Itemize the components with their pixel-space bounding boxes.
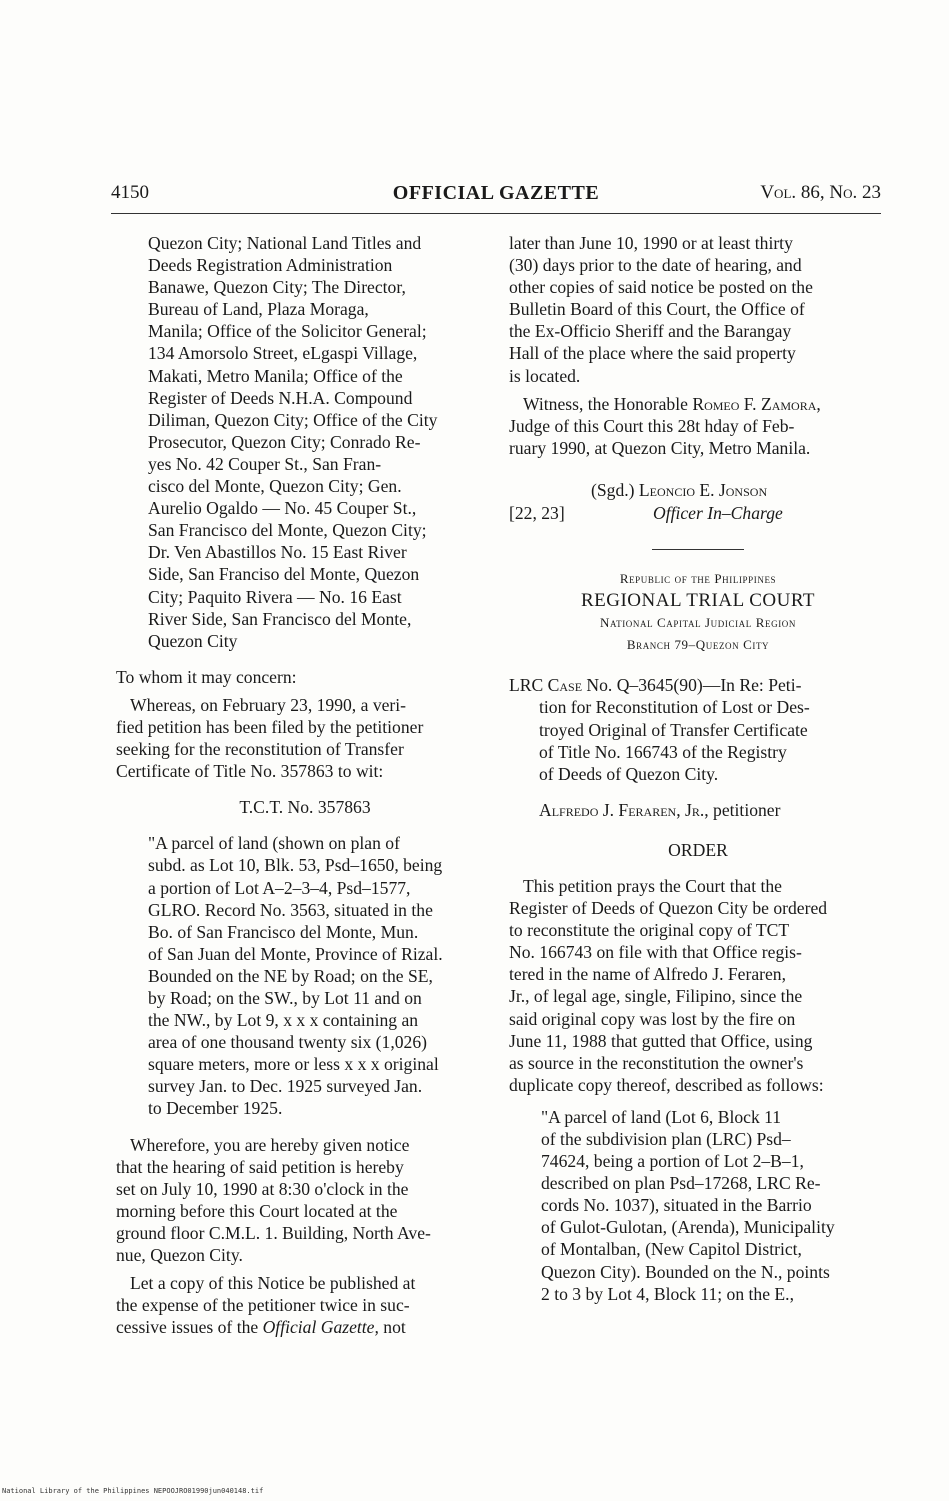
text-line: seeking for the reconstitution of Transfer: [116, 739, 404, 760]
land-description: [116, 832, 494, 1119]
text-line: survey Jan. to Dec. 1925 surveyed Jan.: [148, 1076, 423, 1097]
text-line: San Francisco del Monte, Quezon City;: [148, 520, 427, 541]
text-line: (30) days prior to the date of hearing, and: [509, 255, 802, 276]
text-line: yes No. 42 Couper St., San Fran-: [148, 453, 382, 474]
text-line: Quezon City; National Land Titles and: [148, 233, 422, 253]
page-number: 4150: [111, 182, 149, 203]
left-column: [116, 232, 494, 1338]
text-line: the Ex-Officio Sheriff and the Barangay: [509, 321, 792, 342]
text-span: No. Q–3645(90)—In Re: Peti-: [582, 675, 802, 696]
text-span: cessive issues of the: [116, 1317, 263, 1338]
text-span: not: [378, 1317, 406, 1338]
text-line: ground floor C.M.L. 1. Building, North Ave-: [116, 1222, 431, 1243]
addressee-list: [116, 232, 494, 652]
text-line: 134 Amorsolo Street, eLgaspi Village,: [148, 343, 418, 364]
text-line: duplicate copy thereof, described as follows:: [509, 1074, 824, 1095]
text-line: morning before this Court located at the: [116, 1200, 398, 1221]
order-paragraph: [509, 875, 887, 1096]
page-header: [111, 182, 881, 208]
petitioner-name: Alfredo J. Feraren, Jr.: [539, 799, 705, 820]
text-line: Bureau of Land, Plaza Moraga,: [148, 299, 369, 320]
case-caption: [509, 674, 887, 784]
text-line: Let a copy of this Notice be published at: [130, 1273, 416, 1294]
text-line: Register of Deeds of Quezon City be ordered: [509, 898, 828, 919]
text-line: Register of Deeds N.H.A. Compound: [148, 387, 413, 408]
text-line: Dr. Ven Abastillos No. 15 East River: [148, 542, 407, 563]
text-line: Quezon City). Bounded on the N., points: [541, 1261, 830, 1282]
sgd-mark: (Sgd.): [591, 479, 635, 500]
text-span: Case: [547, 675, 583, 696]
text-line: [509, 393, 887, 415]
text-line: area of one thousand twenty six (1,026): [148, 1032, 427, 1053]
parcel-description: [509, 1106, 887, 1305]
text-line: to reconstitute the original copy of TCT: [509, 920, 790, 941]
court-heading: [509, 568, 887, 656]
text-line: "A parcel of land (Lot 6, Block 11: [541, 1106, 782, 1127]
text-line: Bulletin Board of this Court, the Office of: [509, 299, 805, 320]
gazette-name: Official Gazette,: [262, 1317, 379, 1338]
signature-block: [509, 479, 887, 527]
text-line: Bounded on the NE by Road; on the SE,: [148, 965, 433, 986]
text-line: is located.: [509, 365, 581, 386]
text-line: 74624, being a portion of Lot 2–B–1,: [541, 1151, 804, 1172]
text-line: Makati, Metro Manila; Office of the: [148, 365, 403, 386]
text-line: "A parcel of land (shown on plan of: [148, 833, 400, 854]
text-line: cisco del Monte, Quezon City; Gen.: [148, 476, 402, 497]
text-span: Witness, the Honorable: [523, 393, 693, 414]
text-line: other copies of said notice be posted on the: [509, 277, 813, 298]
text-line: 2 to 3 by Lot 4, Block 11; on the E.,: [541, 1283, 794, 1304]
text-line: of the subdivision plan (LRC) Psd–: [541, 1129, 791, 1149]
text-line: Banawe, Quezon City; The Director,: [148, 277, 406, 298]
text-line: River Side, San Francisco del Monte,: [148, 608, 412, 629]
signatory-line: [591, 479, 767, 501]
text-line: of Deeds of Quezon City.: [539, 763, 719, 784]
volume-issue: Vol. 86, No. 23: [760, 182, 881, 203]
text-line: square meters, more or less x x x original: [148, 1054, 439, 1075]
court-branch: Branch 79–Quezon City: [626, 637, 770, 653]
text-line: ruary 1990, at Quezon City, Metro Manila.: [509, 437, 811, 458]
judicial-region: National Capital Judicial Region: [600, 615, 796, 631]
text-line: [509, 674, 887, 696]
text-span: LRC: [509, 675, 548, 696]
text-line: tered in the name of Alfredo J. Feraren,: [509, 964, 786, 985]
text-line: Deeds Registration Administration: [148, 255, 393, 276]
salutation: To whom it may concern:: [116, 666, 297, 687]
text-line: cords No. 1037), situated in the Barrio: [541, 1195, 812, 1216]
text-line: fied petition has been filed by the petitioner: [116, 716, 424, 737]
text-line: Prosecutor, Quezon City; Conrado Re-: [148, 431, 421, 452]
petitioner-line: [509, 799, 887, 821]
continuation-paragraph: [509, 232, 887, 387]
text-line: Diliman, Quezon City; Office of the City: [148, 409, 438, 430]
text-line: that the hearing of said petition is hereby: [116, 1156, 404, 1177]
text-line: tion for Reconstitution of Lost or Des-: [539, 697, 810, 718]
order-heading: ORDER: [668, 839, 728, 860]
text-line: Hall of the place where the said property: [509, 343, 796, 364]
text-line: a portion of Lot A–2–3–4, Psd–1577,: [148, 877, 411, 898]
republic-line: Republic of the Philippines: [619, 570, 777, 586]
text-line: [116, 1316, 494, 1338]
whereas-paragraph: [116, 694, 494, 782]
text-line: City; Paquito Rivera — No. 16 East: [148, 586, 402, 607]
text-line: the expense of the petitioner twice in suc-: [116, 1295, 410, 1316]
text-line: No. 166743 on file with that Office regis-: [509, 942, 802, 963]
header-rule: [111, 213, 881, 214]
text-line: June 11, 1988 that gutted that Office, using: [509, 1030, 813, 1051]
court-name: REGIONAL TRIAL COURT: [580, 590, 816, 612]
witness-paragraph: [509, 393, 887, 459]
text-line: later than June 10, 1990 or at least thirty: [509, 233, 793, 253]
text-line: by Road; on the SW., by Lot 11 and on: [148, 988, 422, 1008]
text-line: This petition prays the Court that the: [523, 875, 782, 896]
section-divider: [652, 549, 744, 550]
text-line: troyed Original of Transfer Certificate: [539, 719, 808, 740]
tct-heading: T.C.T. No. 357863: [239, 797, 371, 818]
text-line: Judge of this Court this 28t hday of Feb-: [509, 415, 795, 436]
text-line: nue, Quezon City.: [116, 1245, 243, 1266]
text-line: said original copy was lost by the fire on: [509, 1008, 796, 1029]
text-line: Quezon City: [148, 630, 238, 651]
text-line: Side, San Franciso del Monte, Quezon: [148, 564, 420, 585]
text-line: Wherefore, you are hereby given notice: [130, 1134, 410, 1155]
text-line: Aurelio Ogaldo — No. 45 Couper St.,: [148, 498, 417, 519]
text-line: of San Juan del Monte, Province of Rizal.: [148, 943, 443, 964]
scan-source-footer: National Library of the Philippines NEPOOJRO01990jun040148.tif: [2, 1487, 264, 1495]
text-line: Manila; Office of the Solicitor General;: [148, 321, 427, 342]
text-line: set on July 10, 1990 at 8:30 o'clock in the: [116, 1178, 409, 1199]
text-line: Bo. of San Francisco del Monte, Mun.: [148, 921, 419, 942]
signatory-position: Officer In–Charge: [653, 502, 783, 523]
text-line: of Gulot-Gulotan, (Arenda), Municipality: [541, 1217, 835, 1238]
publication-paragraph: [116, 1272, 494, 1338]
text-line: GLRO. Record No. 3563, situated in the: [148, 899, 433, 920]
text-line: subd. as Lot 10, Blk. 53, Psd–1650, being: [148, 855, 443, 876]
wherefore-paragraph: [116, 1134, 494, 1267]
text-line: described on plan Psd–17268, LRC Re-: [541, 1173, 821, 1194]
issue-numbers: [22, 23]: [509, 502, 565, 523]
text-line: the NW., by Lot 9, x x x containing an: [148, 1010, 419, 1031]
text-line: as source in the reconstitution the owner's: [509, 1052, 804, 1073]
judge-name: Romeo F. Zamora,: [692, 393, 821, 414]
right-column: [509, 232, 887, 1305]
text-line: to December 1925.: [148, 1098, 283, 1119]
signatory-name: Leoncio E. Jonson: [638, 479, 768, 500]
text-span: , petitioner: [704, 799, 781, 820]
text-line: Whereas, on February 23, 1990, a veri-: [130, 694, 407, 715]
publication-title: OFFICIAL GAZETTE: [392, 182, 600, 204]
text-line: Jr., of legal age, single, Filipino, since the: [509, 986, 803, 1007]
text-line: of Title No. 166743 of the Registry: [539, 741, 787, 762]
text-line: Certificate of Title No. 357863 to wit:: [116, 761, 384, 782]
text-line: of Montalban, (New Capitol District,: [541, 1239, 802, 1260]
